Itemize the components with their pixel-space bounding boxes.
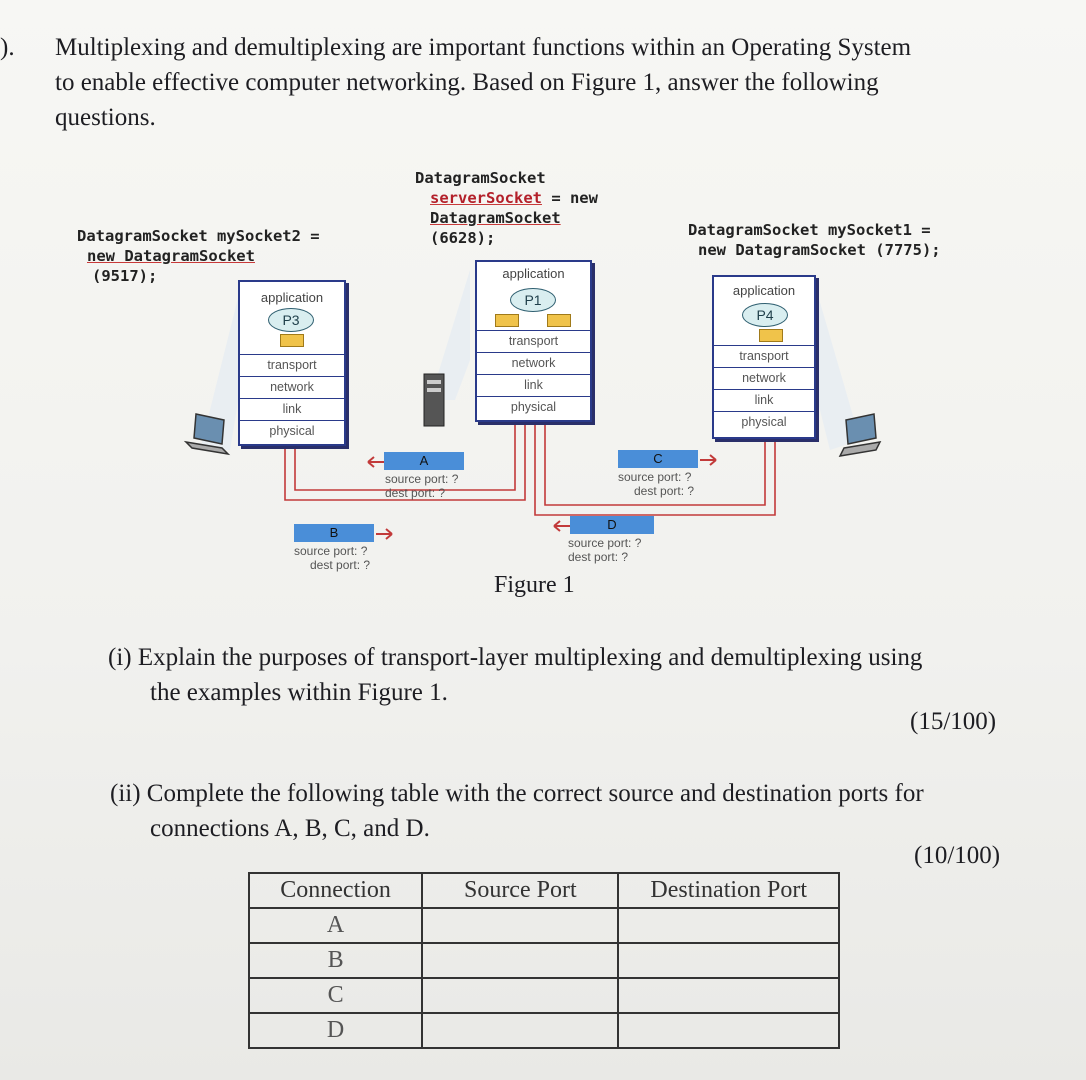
client-right-line2: new DatagramSocket (7775); xyxy=(698,241,941,259)
client-left-line1: DatagramSocket mySocket2 = xyxy=(77,227,320,245)
server-stack xyxy=(475,260,592,422)
part-ii-marks: (10/100) xyxy=(914,842,1001,869)
client-left-port: (9517); xyxy=(92,267,158,285)
server-code-line3: DatagramSocket xyxy=(430,209,561,227)
right-layer-link: link xyxy=(714,389,814,411)
part-ii-line2: connections A, B, C, and D. xyxy=(150,815,430,842)
table-row xyxy=(249,978,839,1013)
process-p3: P3 xyxy=(268,308,314,332)
part-i-line1: (i) Explain the purposes of transport-layer multiplexing and demultiplexing using xyxy=(108,644,923,671)
table-row xyxy=(249,1013,839,1048)
table-cell-source-port[interactable] xyxy=(422,978,618,1013)
table-cell-destination-port[interactable] xyxy=(618,978,839,1013)
right-host-stack xyxy=(712,275,816,439)
server-code-new: = new xyxy=(541,189,598,207)
right-layer-physical: physical xyxy=(714,411,814,433)
right-application-label: application xyxy=(732,283,796,298)
process-p1: P1 xyxy=(510,288,556,312)
part-i-line2: the examples within Figure 1. xyxy=(150,679,448,706)
socket-icon xyxy=(547,314,571,327)
connection-c-label: C xyxy=(618,450,698,468)
connection-d-source: source port: ? xyxy=(568,536,642,550)
connection-c-source: source port: ? xyxy=(618,470,692,484)
process-p4: P4 xyxy=(742,303,788,327)
table-cell-connection: B xyxy=(249,943,422,978)
server-code-line1: DatagramSocket xyxy=(415,169,546,187)
table-cell-connection: A xyxy=(249,908,422,943)
table-cell-source-port[interactable] xyxy=(422,908,618,943)
connection-d-label: D xyxy=(570,516,654,534)
part-i-marks: (15/100) xyxy=(910,708,997,735)
server-layer-network: network xyxy=(477,352,590,374)
left-application-label: application xyxy=(260,290,324,305)
table-cell-connection: C xyxy=(249,978,422,1013)
right-layer-transport: transport xyxy=(714,345,814,367)
table-header-row xyxy=(249,873,839,908)
server-layer-transport: transport xyxy=(477,330,590,352)
part-ii xyxy=(110,776,1070,846)
table-cell-destination-port[interactable] xyxy=(618,943,839,978)
intro-line-1: Multiplexing and demultiplexing are important functions within an Operating System xyxy=(55,34,912,61)
server-layer-physical: physical xyxy=(477,396,590,418)
table-cell-connection: D xyxy=(249,1013,422,1048)
part-ii-line1: (ii) Complete the following table with the correct source and destination ports for xyxy=(110,780,924,807)
left-host-stack xyxy=(238,280,346,446)
left-layer-link: link xyxy=(240,398,344,420)
client-right-line1: DatagramSocket mySocket1 = xyxy=(688,221,931,239)
connection-d-dest: dest port: ? xyxy=(568,550,629,564)
right-arrow-icon xyxy=(374,526,394,542)
figure-caption: Figure 1 xyxy=(494,572,575,598)
left-layer-physical: physical xyxy=(240,420,344,442)
connection-a-dest: dest port: ? xyxy=(385,486,446,500)
connection-b-label: B xyxy=(294,524,374,542)
table-header-destination-port: Destination Port xyxy=(618,873,839,908)
left-arrow-icon xyxy=(366,454,386,470)
ports-table xyxy=(248,872,840,1049)
table-cell-source-port[interactable] xyxy=(422,943,618,978)
connection-a-label: A xyxy=(384,452,464,470)
connection-c-dest: dest port: ? xyxy=(634,484,695,498)
table-cell-source-port[interactable] xyxy=(422,1013,618,1048)
table-header-connection: Connection xyxy=(249,873,422,908)
server-icon xyxy=(420,370,450,430)
right-layer-network: network xyxy=(714,367,814,389)
table-header-source-port: Source Port xyxy=(422,873,618,908)
connection-a-source: source port: ? xyxy=(385,472,459,486)
table-row xyxy=(249,943,839,978)
left-layer-network: network xyxy=(240,376,344,398)
question-intro xyxy=(55,30,1055,135)
table-cell-destination-port[interactable] xyxy=(618,908,839,943)
laptop-icon xyxy=(182,410,232,460)
right-arrow-icon xyxy=(698,452,718,468)
socket-icon xyxy=(759,329,783,342)
table-cell-destination-port[interactable] xyxy=(618,1013,839,1048)
server-layer-link: link xyxy=(477,374,590,396)
connection-b-source: source port: ? xyxy=(294,544,368,558)
figure-1 xyxy=(0,160,1086,620)
left-arrow-icon xyxy=(552,518,572,534)
socket-icon xyxy=(495,314,519,327)
client-left-line2: new DatagramSocket xyxy=(87,247,255,265)
question-number: ). xyxy=(0,34,15,61)
socket-icon xyxy=(280,334,304,347)
connection-b-dest: dest port: ? xyxy=(310,558,371,572)
laptop-icon xyxy=(836,410,886,460)
server-socket-var: serverSocket xyxy=(430,189,542,207)
left-layer-transport: transport xyxy=(240,354,344,376)
intro-line-2: to enable effective computer networking. Based on Figure 1, answer the following xyxy=(55,69,879,96)
part-i xyxy=(108,640,1068,710)
server-application-label: application xyxy=(502,266,565,281)
server-code-port: (6628); xyxy=(430,229,496,247)
intro-line-3: questions. xyxy=(55,104,156,131)
table-row xyxy=(249,908,839,943)
